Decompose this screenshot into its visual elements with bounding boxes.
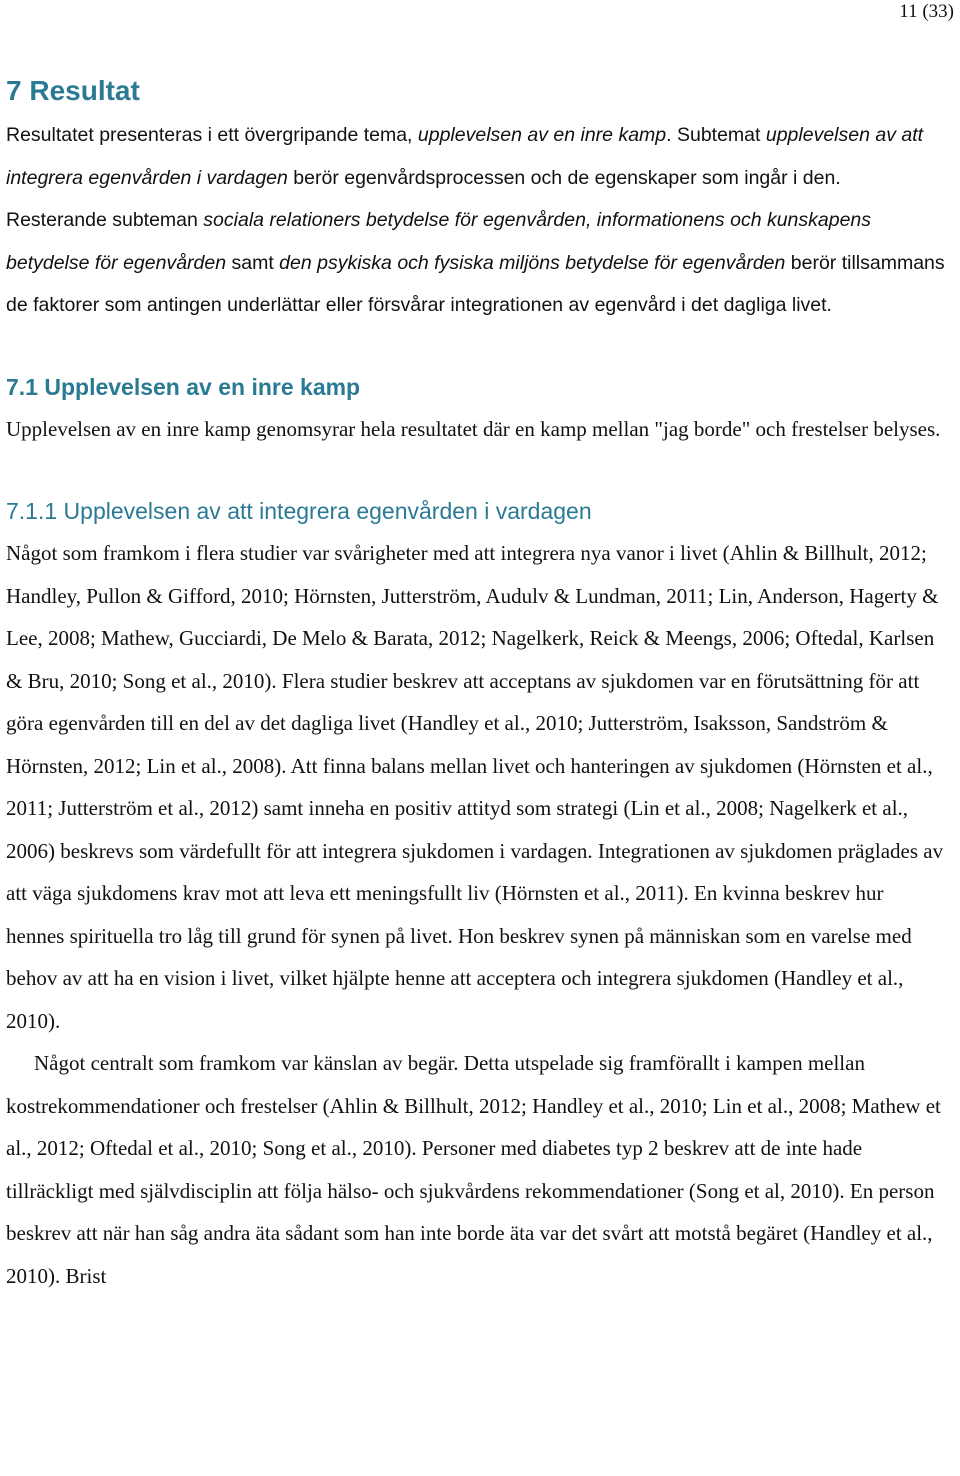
intro-text-3: berör egenvårdsprocessen och de egenskaper som ingår i den. Resterande subteman [6, 166, 841, 231]
page-number: 11 (33) [899, 1, 954, 22]
body-paragraph-2: Något centralt som framkom var känslan av begär. Detta utspelade sig framförallt i kampen mellan kostrekommendationer och frestelser (Ahlin & Billhult, 2012; Handley et al., 2010; Lin et al., 2008; Mathew et al., 2012; Oftedal et al., 2010; Song et al., 2010). Personer med diabetes typ 2 beskrev att de inte hade tillräckligt med självdisciplin att följa hälso- och sjukvårdens rekommendationer (Song et al, 2010). En person beskrev att när han såg andra äta sådant som han inte borde äta var det svårt att motstå begäret (Handley et al., 2010). Brist [6, 1051, 941, 1288]
subtheme-name-3: den psykiska och fysiska miljöns betydelse för egenvården [279, 251, 786, 274]
intro-text-2: . Subtemat [666, 124, 766, 146]
theme-name: upplevelsen av en inre kamp [417, 124, 667, 146]
subtheme-name-1: upplevelsen av att integrera egenvården i vardagen [6, 124, 924, 189]
document-body [6, 68, 946, 1297]
body-paragraph-1: Något som framkom i flera studier var svårigheter med att integrera nya vanor i livet (Ahlin & Billhult, 2012; Handley, Pullon & Gifford, 2010; Hörnsten, Jutterström, Audulv & Lundman, 2011; Lin, Anderson, Hagerty & Lee, 2008; Mathew, Gucciardi, De Melo & Barata, 2012; Nagelkerk, Reick & Meengs, 2006; Oftedal, Karlsen & Bru, 2010; Song et al., 2010). Flera studier beskrev att acceptans av sjukdomen var en förutsättning för att göra egenvården till en del av det dagliga livet (Handley et al., 2010; Jutterström, Isaksson, Sandström & Hörnsten, 2012; Lin et al., 2008). Att finna balans mellan livet och hanteringen av sjukdomen (Hörnsten et al., 2011; Jutterström et al., 2012) samt inneha en positiv attityd som strategi (Lin et al., 2008; Nagelkerk et al., 2006) beskrevs som värdefullt för att integrera sjukdomen i vardagen. Integrationen av sjukdomen präglades av att väga sjukdomens krav mot att leva ett meningsfullt liv (Hörnsten et al., 2011). En kvinna beskrev hur hennes spirituella tro låg till grund för synen på livet. Hon beskrev synen på människan som en varelse med behov av att ha en vision i livet, vilket hjälpte henne att acceptera och integrera sjukdomen (Handley et al., 2010). [6, 541, 944, 1033]
intro-text-1: Resultatet presenteras i ett övergripande tema, [6, 124, 418, 146]
spacer [6, 327, 946, 366]
spacer [6, 450, 946, 490]
subsubsection-heading: 7.1.1 Upplevelsen av att integrera egenvården i vardagen [6, 498, 592, 524]
subsection-heading: 7.1 Upplevelsen av en inre kamp [6, 373, 361, 400]
subsection-paragraph: Upplevelsen av en inre kamp genomsyrar hela resultatet där en kamp mellan "jag borde" och frestelser belyses. [6, 416, 941, 441]
intro-text-5: berör tillsammans de faktorer som antingen underlättar eller försvårar integrationen av egenvård i det dagliga livet. [6, 251, 945, 316]
intro-paragraph [6, 114, 946, 327]
section-heading: 7 Resultat [6, 75, 140, 106]
subtheme-names-2: sociala relationers betydelse för egenvården, informationens och kunskapens betydelse för egenvården [6, 209, 872, 274]
intro-text-4: samt [226, 251, 280, 274]
